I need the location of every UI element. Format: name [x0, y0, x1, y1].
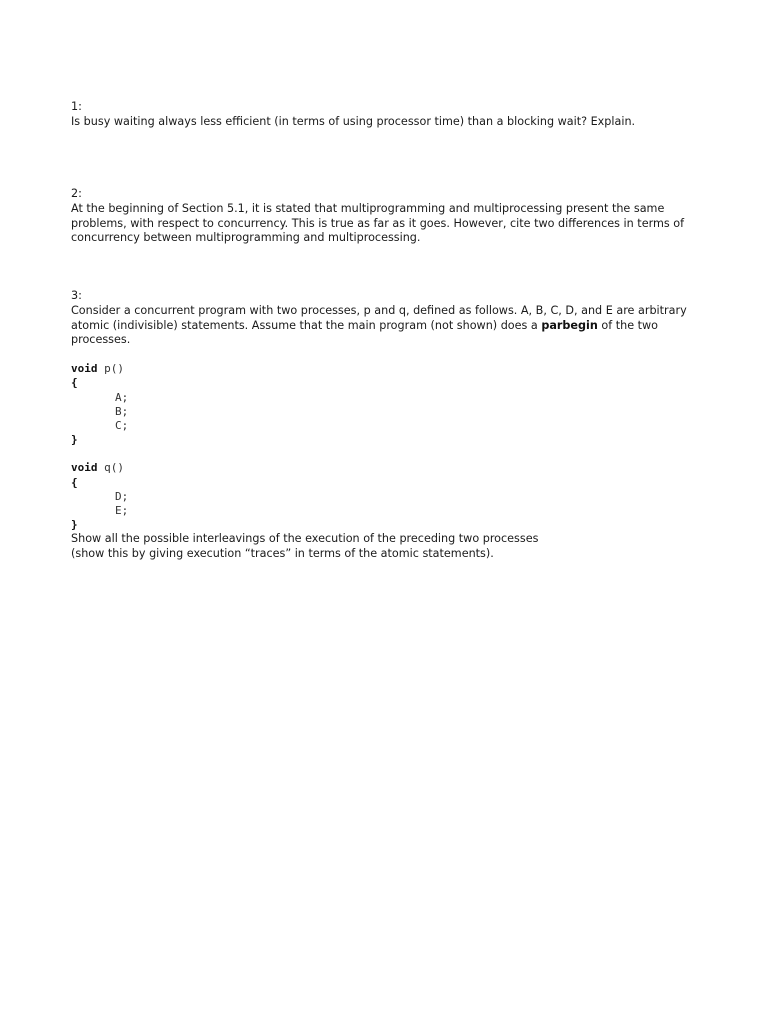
code-q-name: q() [97, 461, 124, 475]
question-2-line-1: At the beginning of Section 5.1, it is stated that multiprogramming and multiprocessing present the same [71, 201, 665, 215]
code-q-close-brace: } [71, 518, 78, 532]
code-block-p [71, 362, 701, 447]
question-3 [71, 289, 701, 562]
question-3-intro-line-2-text: atomic (indivisible) statements. Assume that the main program (not shown) does a [71, 318, 542, 332]
question-3-intro-line-3: processes. [71, 333, 131, 347]
question-3-closing-line-1: Show all the possible interleavings of the execution of the preceding two processes [71, 532, 539, 546]
question-1-number: 1: [71, 100, 82, 113]
code-p-close-brace: } [71, 433, 78, 447]
code-q-signature [71, 461, 701, 475]
question-3-closing-line-2: (show this by giving execution “traces” in terms of the atomic statements). [71, 547, 494, 561]
question-2-line-2: problems, with respect to concurrency. This is true as far as it goes. However, cite two differences in terms of [71, 216, 685, 230]
code-p-keyword: void [71, 362, 98, 376]
code-q-keyword: void [71, 461, 98, 475]
question-3-intro-line-1: Consider a concurrent program with two processes, p and q, defined as follows. A, B, C, D, and E are arbitrary [71, 303, 687, 317]
code-p-statement-c: C; [115, 418, 129, 432]
question-1-text: Is busy waiting always less efficient (in terms of using processor time) than a blocking wait? Explain. [71, 114, 636, 128]
parbegin-keyword: parbegin [541, 318, 598, 332]
code-p-signature [71, 362, 701, 376]
question-3-intro-line-2-tail: of the two [597, 318, 659, 332]
code-p-open-brace: { [71, 376, 78, 390]
question-3-intro-line-2 [71, 319, 701, 334]
code-q-open-brace: { [71, 475, 78, 489]
question-3-number: 3: [71, 289, 82, 302]
question-2-number: 2: [71, 187, 82, 200]
question-2 [71, 187, 701, 246]
question-2-line-3: concurrency between multiprogramming and multiprocessing. [71, 231, 421, 245]
code-p-name: p() [97, 362, 124, 376]
code-p-statement-a: A; [115, 390, 129, 404]
question-1 [71, 100, 701, 130]
code-block-q [71, 461, 701, 532]
code-q-statement-e: E; [115, 503, 129, 517]
code-p-statement-b: B; [115, 404, 129, 418]
code-q-statement-d: D; [115, 489, 129, 503]
